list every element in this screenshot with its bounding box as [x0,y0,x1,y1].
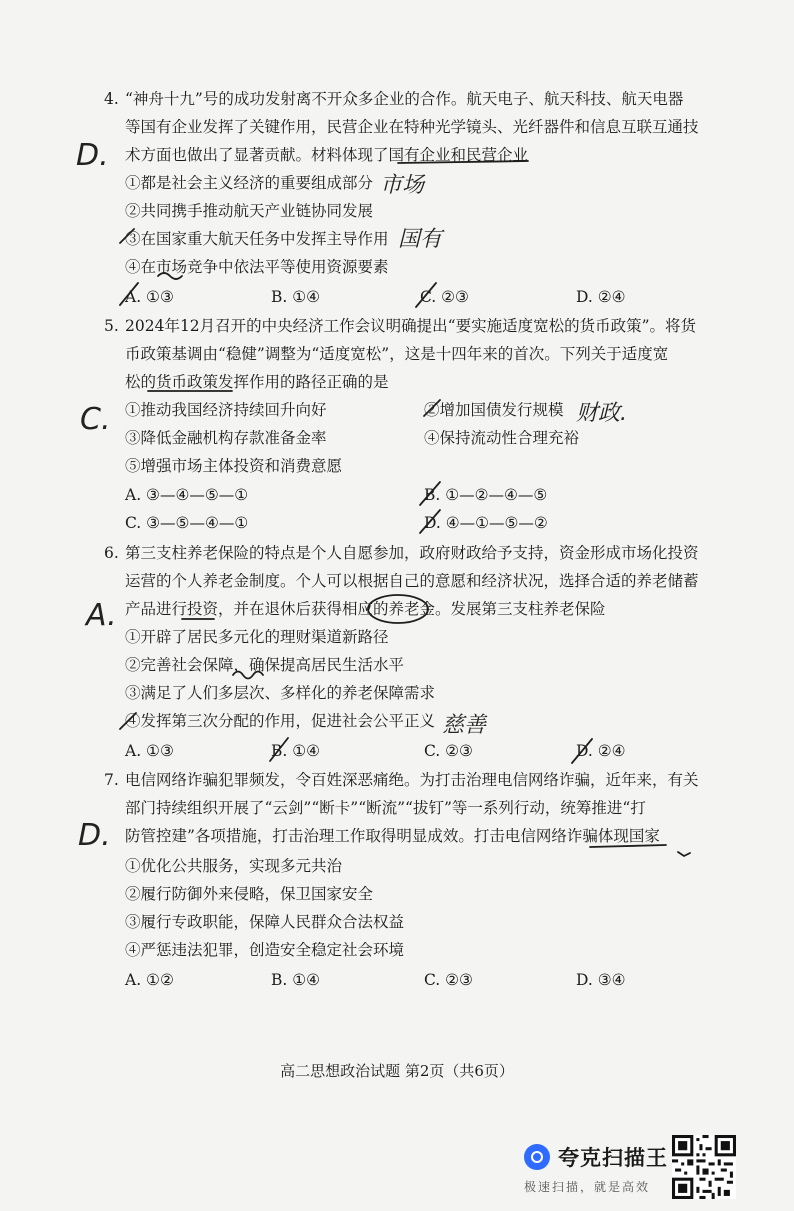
q5-stem-line-2: 币政策基调由“稳健”调整为“适度宽松”，这是十四年来的首次。下列关于适度宽 [125,345,669,363]
q4-statement-4: ④在市场竞争中依法平等使用资源要素 [125,258,389,276]
q5-handwritten-answer: C. [80,402,111,437]
q5-stem-line-3: 松的货币政策发挥作用的路径正确的是 [125,373,389,391]
q7-stem-line-3: 防管控建”各项措施，打击治理工作取得明显成效。打击电信网络诈骗体现国家 [125,827,660,845]
q5-statement-1: ①推动我国经济持续回升向好 [125,401,327,419]
q7-option-a: A. ①② [125,971,174,989]
q4-option-d: D. ②④ [576,288,626,306]
q6-number: 6. [104,544,119,562]
q6-statement-2: ②完善社会保障，确保提高居民生活水平 [125,656,405,674]
q4-handwritten-note-state: 国有 [398,227,443,252]
q7-option-d: D. ③④ [576,971,626,989]
q5-statement-2: ②增加国债发行规模 [424,401,564,419]
q6-statement-3: ③满足了人们多层次、多样化的养老保障需求 [125,684,436,702]
q7-tick-mark [678,852,690,856]
q4-option-c: C. ②③ [420,288,469,306]
q5-option-a: A. ③—④—⑤—① [125,486,249,504]
q6-statement-4: ④发挥第三次分配的作用，促进社会公平正义 [125,712,436,730]
q7-option-b: B. ①④ [271,971,321,989]
q5-number: 5. [104,317,119,335]
q7-statement-3: ③履行专政职能，保障人民群众合法权益 [125,913,405,931]
q6-handwritten-note-charity: 慈善 [442,713,487,738]
quark-logo-icon [524,1144,550,1170]
q4-handwritten-note-market: 市场 [380,173,425,198]
q4-option-b: B. ①④ [271,288,321,306]
q6-stem-line-3: 产品进行投资，并在退休后获得相应的养老金。发展第三支柱养老保险 [125,600,606,618]
qr-code-icon [672,1135,736,1199]
q5-statement-3: ③降低金融机构存款准备金率 [125,429,327,447]
q4-option-a: A. ①③ [125,288,174,306]
q6-stem-line-1: 第三支柱养老保险的特点是个人自愿参加，政府财政给予支持，资金形成市场化投资 [125,544,699,562]
q7-statement-1: ①优化公共服务，实现多元共治 [125,857,343,875]
scanner-brand [524,1142,674,1202]
q7-number: 7. [104,771,119,789]
q4-statement-2: ②共同携手推动航天产业链协同发展 [125,202,374,220]
q6-option-d: D. ②④ [576,742,626,760]
page-footer: 高二思想政治试题 第2页（共6页） [280,1062,514,1080]
q6-option-b: B. ①④ [271,742,321,760]
q7-stem-line-2: 部门持续组织开展了“云剑”“断卡”“断流”“拔钉”等一系列行动，统筹推进“打 [125,799,646,817]
q5-handwritten-note-fiscal: 财政. [576,401,627,426]
q5-statement-4: ④保持流动性合理充裕 [424,429,580,447]
q5-statement-5: ⑤增强市场主体投资和消费意愿 [125,457,343,475]
q5-option-b: B. ①—②—④—⑤ [424,486,548,504]
q6-stem-line-2: 运营的个人养老金制度。个人可以根据自己的意愿和经济状况，选择合适的养老储蓄 [125,572,699,590]
q6-option-c: C. ②③ [424,742,473,760]
q4-number: 4. [104,90,119,108]
q7-option-c: C. ②③ [424,971,473,989]
q5-stem-line-1: 2024年12月召开的中央经济工作会议明确提出“要实施适度宽松的货币政策”。将货 [125,317,697,335]
q4-statement-3: ③在国家重大航天任务中发挥主导作用 [125,230,389,248]
q4-handwritten-answer: D. [76,138,109,173]
q4-stem-line-1: “神舟十九”号的成功发射离不开众多企业的合作。航天电子、航天科技、航天电器 [125,90,684,108]
brand-name: 夸克扫描王 [558,1146,668,1170]
q6-statement-1: ①开辟了居民多元化的理财渠道新路径 [125,628,389,646]
q4-stem-line-3: 术方面也做出了显著贡献。材料体现了国有企业和民营企业 [125,146,529,164]
q4-statement-1: ①都是社会主义经济的重要组成部分 [125,174,374,192]
q7-handwritten-answer: D. [78,818,111,853]
q7-stem-line-1: 电信网络诈骗犯罪频发，令百姓深恶痛绝。为打击治理电信网络诈骗，近年来，有关 [125,771,699,789]
q5-option-d: D. ④—①—⑤—② [424,514,548,532]
q7-statement-4: ④严惩违法犯罪，创造安全稳定社会环境 [125,941,405,959]
q4-stem-line-2: 等国有企业发挥了关键作用，民营企业在特种光学镜头、光纤器件和信息互联互通技 [125,118,699,136]
q6-handwritten-answer: A. [86,598,117,633]
q6-option-a: A. ①③ [125,742,174,760]
brand-slogan: 极速扫描，就是高效 [524,1180,651,1194]
q5-option-c: C. ③—⑤—④—① [125,514,249,532]
q7-statement-2: ②履行防御外来侵略，保卫国家安全 [125,885,374,903]
